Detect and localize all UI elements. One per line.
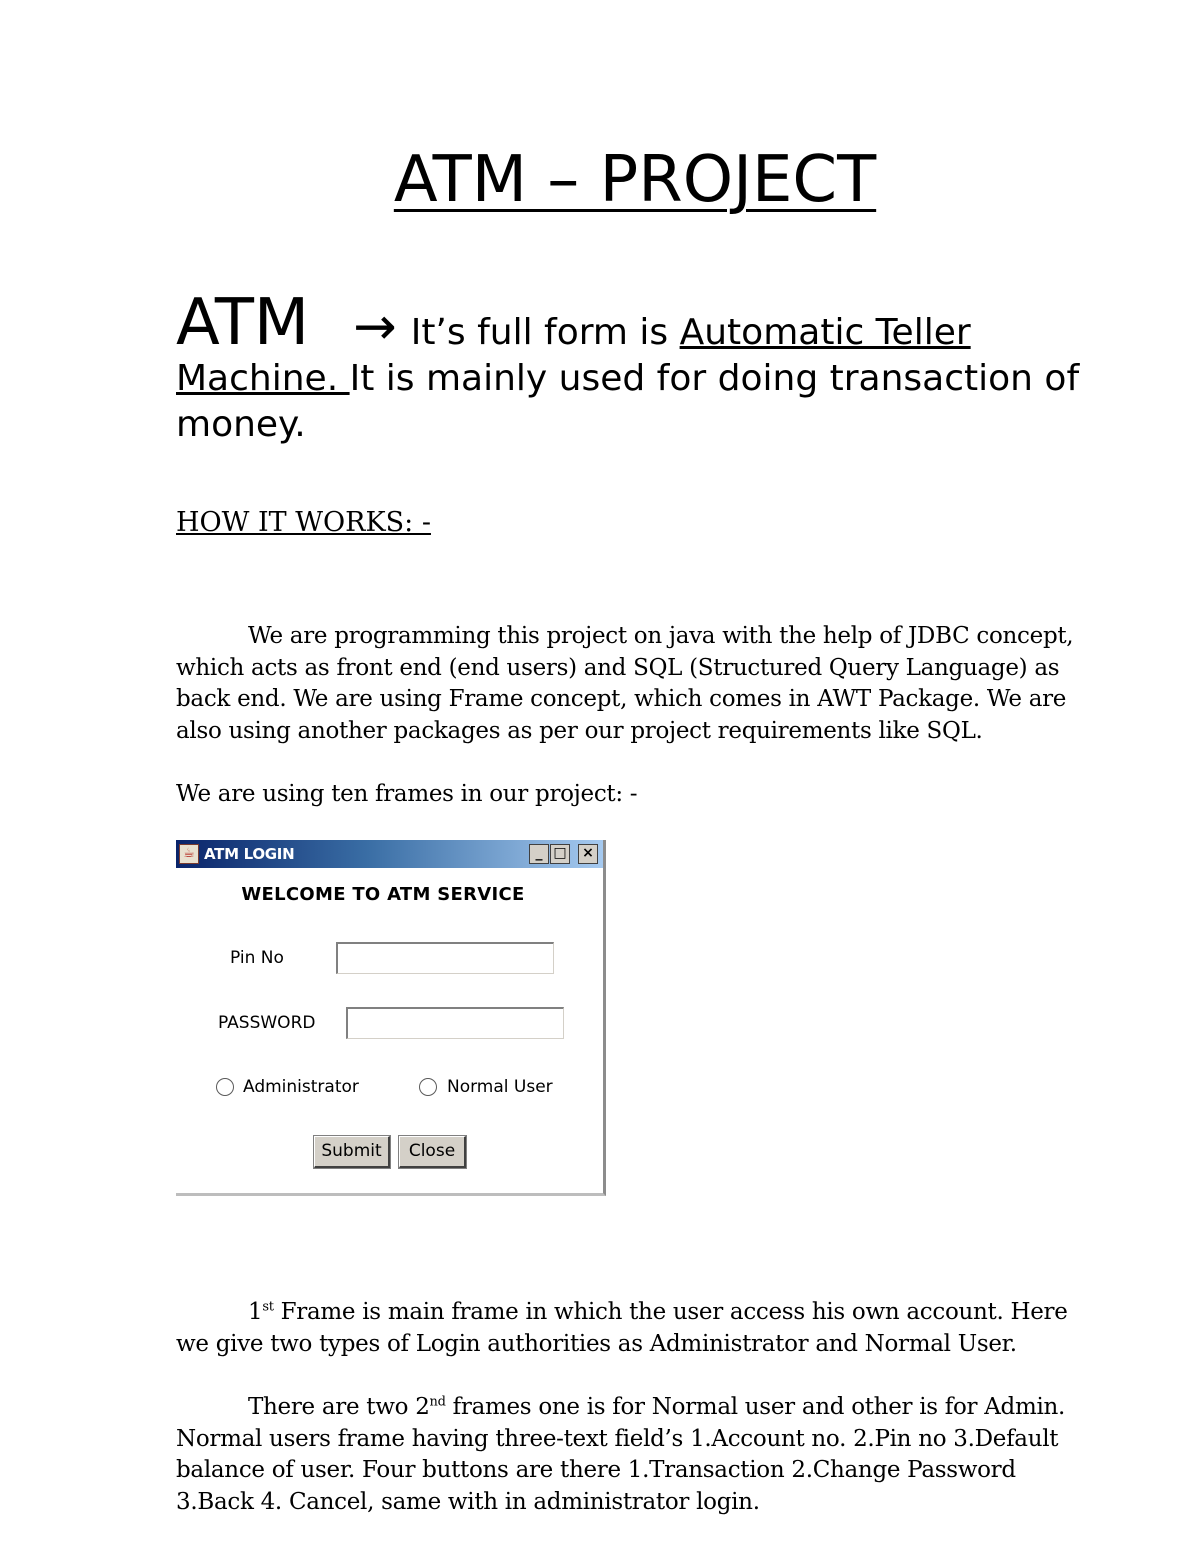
second-frames-suffix: nd [429,1394,446,1410]
intro-lead: It’s full form is [410,312,680,353]
submit-button[interactable]: Submit [314,1136,390,1168]
right-arrow-icon: → [353,297,397,357]
administrator-radio-label: Administrator [243,1077,359,1097]
pin-input[interactable] [336,942,554,974]
password-input[interactable] [346,1007,564,1039]
atm-login-window [176,840,606,1196]
second-frames-pre: There are two 2 [248,1394,430,1420]
document-title: ATM – PROJECT [393,143,877,217]
first-frame-number: 1 [248,1299,263,1325]
first-frame-suffix: st [262,1299,274,1315]
close-window-button[interactable]: × [578,844,598,864]
second-frames-text: frames one is for Normal user and other is for Admin. Normal users frame having three-text field’s 1.Account no. 2.Pin no 3.Default balance of user. Four buttons are there 1.Transaction 2.Change Password 3.Back 4. Cancel, same with in administrator login. [176,1394,1066,1515]
first-frame-text: Frame is main frame in which the user access his own account. Here we give two types of Login authorities as Administrator and Normal User. [176,1299,1068,1357]
close-button[interactable]: Close [399,1136,466,1168]
paragraph-overview: We are programming this project on java with the help of JDBC concept, which acts as front end (end users) and SQL (Structured Query Language) as back end. We are using Frame concept, which comes in AWT Package. We are also using another packages as per our project requirements like SQL. [176,623,1074,744]
intro-full-form: Automatic Teller Machine. [176,312,971,399]
intro-rest: It is mainly used for doing transaction of money. [176,358,1080,445]
password-label: PASSWORD [218,1013,316,1033]
paragraph-first-frame [176,1297,1096,1360]
normal-user-radio[interactable] [419,1078,437,1096]
window-title: ATM LOGIN [204,845,295,863]
how-it-works-heading: HOW IT WORKS: - [176,507,431,538]
window-titlebar[interactable] [176,840,603,868]
intro-term: ATM [176,286,310,360]
minimize-button[interactable]: _ [529,844,549,864]
pin-label: Pin No [230,948,284,968]
normal-user-radio-label: Normal User [447,1077,553,1097]
intro-paragraph [176,286,1136,448]
java-cup-icon: ☕ [179,844,199,864]
administrator-radio[interactable] [216,1078,234,1096]
paragraph-frames-intro: We are using ten frames in our project: - [176,781,638,807]
paragraph-second-frames [176,1392,1096,1518]
welcome-heading: WELCOME TO ATM SERVICE [241,884,525,905]
maximize-button[interactable]: □ [550,844,570,864]
